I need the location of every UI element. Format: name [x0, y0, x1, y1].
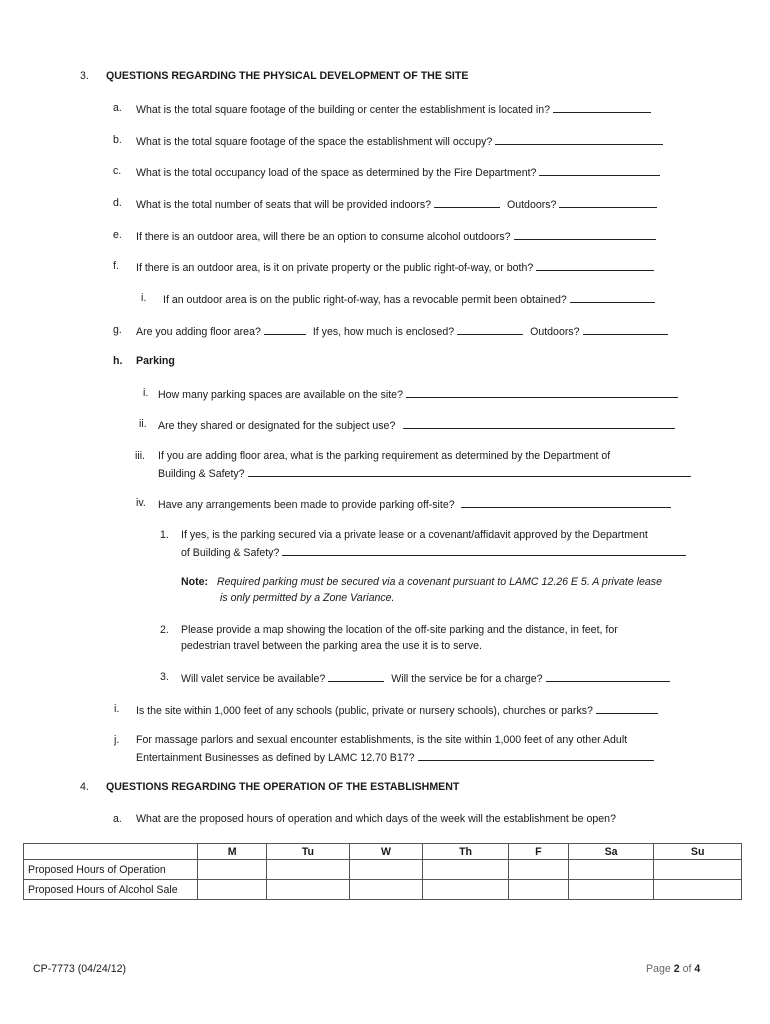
q3e-label: e.: [113, 229, 122, 241]
q3j-answer-field[interactable]: [418, 750, 654, 761]
q3h-i-text: How many parking spaces are available on the site?: [158, 389, 403, 401]
q3f-i-label: i.: [141, 292, 147, 304]
q3f-text: If there is an outdoor area, is it on private property or the public right-of-way, or both?: [136, 262, 534, 274]
page-word: Page: [646, 963, 671, 975]
cell-operation-sa[interactable]: [568, 860, 653, 880]
q3h-iv-text: Have any arrangements been made to provide parking off-site?: [158, 499, 455, 511]
section-4-title: QUESTIONS REGARDING THE OPERATION OF THE ESTABLISHMENT: [106, 781, 460, 793]
q3c-label: c.: [113, 165, 122, 177]
q3g-floor-area-field[interactable]: [264, 324, 306, 335]
form-id: CP-7773 (04/24/12): [33, 963, 127, 975]
q3h-iii-answer-field[interactable]: [248, 466, 691, 477]
row-label-hours-of-alcohol-sale: Proposed Hours of Alcohol Sale: [24, 880, 198, 900]
page-total: 4: [694, 963, 701, 975]
q3h-iv-1-line2: of Building & Safety?: [181, 547, 280, 559]
q3h-iv-1-answer-field[interactable]: [282, 545, 686, 556]
q3h-i-label: i.: [143, 387, 149, 399]
q3h-iv-1-row2: [181, 545, 686, 559]
q3g-label: g.: [113, 324, 122, 336]
section-4-number: 4.: [80, 781, 89, 793]
q3h-title: Parking: [136, 355, 175, 367]
q3b-label: b.: [113, 134, 122, 146]
q3f-i-text: If an outdoor area is on the public right-of-way, has a revocable permit been obtained?: [163, 294, 567, 306]
hours-table: [23, 843, 742, 900]
day-header-su: Su: [654, 844, 742, 860]
day-header-sa: Sa: [568, 844, 653, 860]
q3h-i-row: [158, 387, 678, 401]
table-row: [24, 860, 742, 880]
q3e-row: [136, 229, 656, 243]
q3h-i-answer-field[interactable]: [406, 387, 678, 398]
day-header-w: W: [349, 844, 423, 860]
q3h-iii-line2: Building & Safety?: [158, 468, 245, 480]
q3d-row: [136, 197, 657, 211]
q3h-ii-text: Are they shared or designated for the subject use?: [158, 420, 396, 432]
cell-alcohol-th[interactable]: [423, 880, 508, 900]
q3i-row: [136, 703, 658, 717]
page-number: [646, 963, 700, 975]
q3h-ii-label: ii.: [139, 418, 147, 430]
day-header-th: Th: [423, 844, 508, 860]
q3g-outdoors-field[interactable]: [583, 324, 668, 335]
q3g-row: [136, 324, 668, 338]
of-word: of: [682, 963, 692, 975]
q3g-enclosed-field[interactable]: [457, 324, 523, 335]
q4a-text: What are the proposed hours of operation and which days of the week will the establishment be open?: [136, 813, 616, 825]
q3b-text: What is the total square footage of the space the establishment will occupy?: [136, 136, 493, 148]
q3g-text: Are you adding floor area?: [136, 326, 261, 338]
section-3-title: QUESTIONS REGARDING THE PHYSICAL DEVELOPMENT OF THE SITE: [106, 70, 469, 82]
q3h-ii-answer-field[interactable]: [403, 418, 675, 429]
q3f-i-answer-field[interactable]: [570, 292, 655, 303]
q3j-line2: Entertainment Businesses as defined by LAMC 12.70 B17?: [136, 752, 415, 764]
q3h-iv-row: [158, 497, 671, 511]
q3h-ii-row: [158, 418, 675, 432]
q3g-outdoors-label: Outdoors?: [530, 326, 580, 338]
day-header-m: M: [198, 844, 267, 860]
q3g-enclosed-label: If yes, how much is enclosed?: [312, 326, 455, 338]
q3f-i-row: [163, 292, 655, 306]
cell-operation-su[interactable]: [654, 860, 742, 880]
q3b-answer-field[interactable]: [495, 134, 663, 145]
q3c-text: What is the total occupancy load of the space as determined by the Fire Department?: [136, 167, 537, 179]
q4a-label: a.: [113, 813, 122, 825]
cell-operation-w[interactable]: [349, 860, 423, 880]
cell-operation-tu[interactable]: [267, 860, 349, 880]
q3c-row: [136, 165, 660, 179]
cell-alcohol-sa[interactable]: [568, 880, 653, 900]
q3f-label: f.: [113, 260, 119, 272]
q3j-row2: [136, 750, 654, 764]
q3h-iv-3-row: [181, 671, 670, 685]
q3i-label: i.: [114, 703, 120, 715]
q3h-iii-text: [158, 450, 702, 462]
q3h-iv-3-charge-field[interactable]: [546, 671, 670, 682]
q3a-row: [136, 102, 651, 116]
day-header-f: F: [508, 844, 568, 860]
day-header-tu: Tu: [267, 844, 349, 860]
table-row: [24, 880, 742, 900]
page-current: 2: [673, 963, 680, 975]
q3a-answer-field[interactable]: [553, 102, 651, 113]
q3h-iv-3-label: 3.: [160, 671, 169, 683]
q3d-indoors-field[interactable]: [434, 197, 500, 208]
q3j-label: j.: [114, 734, 120, 746]
q3i-answer-field[interactable]: [596, 703, 658, 714]
cell-operation-th[interactable]: [423, 860, 508, 880]
q3a-text: What is the total square footage of the building or center the establishment is located in?: [136, 104, 550, 116]
q3e-answer-field[interactable]: [514, 229, 656, 240]
q3h-iv-label: iv.: [136, 497, 146, 509]
q3h-iv-1-label: 1.: [160, 529, 169, 541]
note-label: Note:: [181, 576, 209, 588]
cell-operation-f[interactable]: [508, 860, 568, 880]
q3d-outdoors-field[interactable]: [559, 197, 657, 208]
q3h-label: h.: [113, 355, 123, 367]
q3f-answer-field[interactable]: [536, 260, 654, 271]
cell-operation-m[interactable]: [198, 860, 267, 880]
q3h-iv-3-text: Will valet service be available?: [181, 673, 326, 685]
q3d-outdoors-label: Outdoors?: [506, 199, 557, 211]
q3h-iii-label: iii.: [135, 450, 146, 462]
q3h-iv-2-line2: pedestrian travel between the parking area the use it is to serve.: [181, 640, 482, 652]
cell-alcohol-m[interactable]: [198, 880, 267, 900]
q3c-answer-field[interactable]: [539, 165, 660, 176]
q3d-text: What is the total number of seats that will be provided indoors?: [136, 199, 432, 211]
q3h-iv-2-label: 2.: [160, 624, 169, 636]
q3h-iv-2-line1: Please provide a map showing the location of the off-site parking and the distance, in feet, for: [181, 624, 618, 636]
q3e-text: If there is an outdoor area, will there be an option to consume alcohol outdoors?: [136, 231, 511, 243]
q3d-label: d.: [113, 197, 122, 209]
q3j-line1: For massage parlors and sexual encounter establishments, is the site within 1,000 feet of any other Adult: [136, 734, 628, 746]
cell-alcohol-f[interactable]: [508, 880, 568, 900]
note-line1: Required parking must be secured via a covenant pursuant to LAMC 12.26 E 5. A private lease: [217, 576, 662, 588]
hours-table-header-row: [24, 844, 742, 860]
hours-table-corner: [24, 844, 198, 860]
q3h-iv-3-charge-label: Will the service be for a charge?: [391, 673, 543, 685]
row-label-hours-of-operation: Proposed Hours of Operation: [24, 860, 198, 880]
q3h-iv-answer-field[interactable]: [461, 497, 671, 508]
cell-alcohol-su[interactable]: [654, 880, 742, 900]
q3h-iv-1-line1: If yes, is the parking secured via a private lease or a covenant/affidavit approved by the Department: [181, 529, 648, 541]
q3h-iii-row2: [158, 466, 691, 480]
q3a-label: a.: [113, 102, 122, 114]
q3f-row: [136, 260, 654, 274]
q3b-row: [136, 134, 663, 148]
section-3-number: 3.: [80, 70, 89, 82]
note-line2: is only permitted by a Zone Variance.: [220, 592, 395, 604]
q3i-text: Is the site within 1,000 feet of any schools (public, private or nursery schools), churches or parks?: [136, 705, 593, 717]
cell-alcohol-tu[interactable]: [267, 880, 349, 900]
q3h-iii-line1: If you are adding floor area, what is the parking requirement as determined by the Department of: [158, 450, 611, 462]
cell-alcohol-w[interactable]: [349, 880, 423, 900]
q3h-iv-3-valet-field[interactable]: [328, 671, 384, 682]
